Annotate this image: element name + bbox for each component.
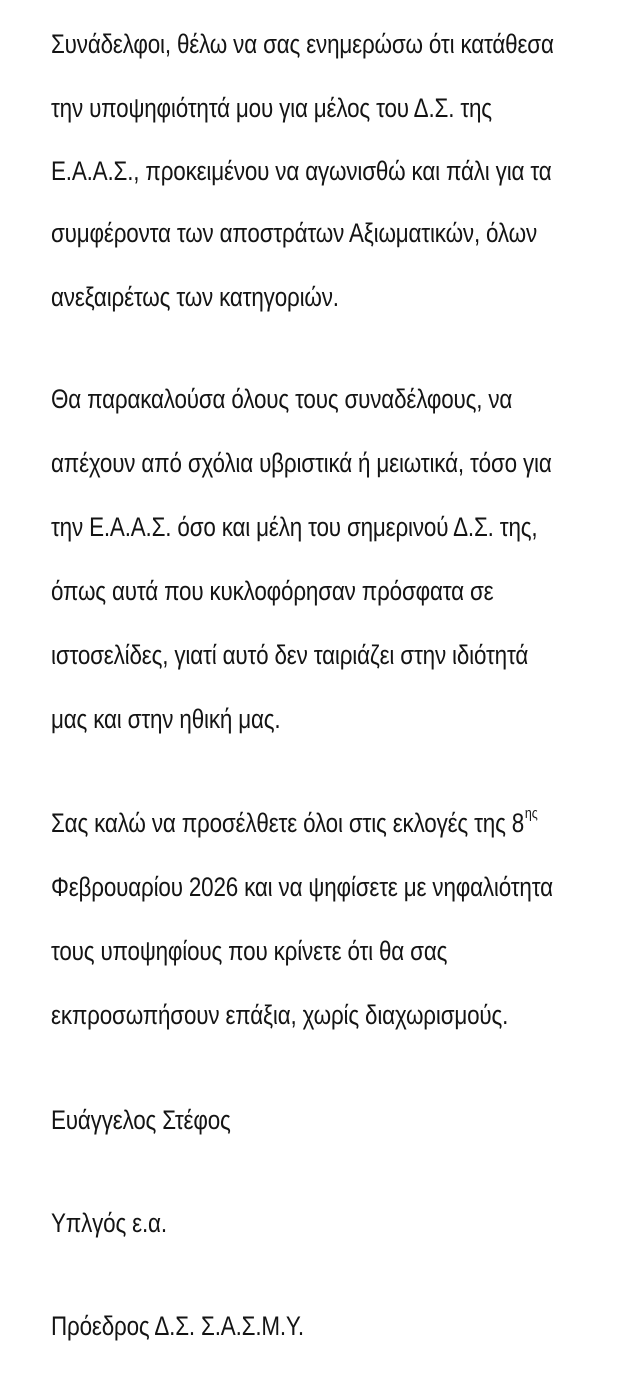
text-line (51, 806, 538, 840)
text-line: την υποψηφιότητά μου για μέλος του Δ.Σ. της (51, 93, 492, 123)
text-line: συμφέροντα των αποστράτων Αξιωματικών, όλων (51, 218, 538, 248)
text-segment: Σας καλώ να προσέλθετε όλοι στις εκλογές της 8 (51, 808, 525, 838)
text-line: Ε.Α.Α.Σ., προκειμένου να αγωνισθώ και πάλι για τα (51, 156, 552, 186)
ordinal-superscript: ης (524, 805, 538, 822)
text-line: μας και στην ηθική μας. (51, 704, 281, 734)
text-line: Θα παρακαλούσα όλους τους συναδέλφους, να (51, 384, 513, 414)
text-line: απέχουν από σχόλια υβριστικά ή μειωτικά, τόσο για (51, 448, 552, 478)
text-line: Συνάδελφοι, θέλω να σας ενημερώσω ότι κατάθεσα (51, 29, 554, 59)
signature-position: Πρόεδρος Δ.Σ. Σ.Α.Σ.Μ.Υ. (51, 1311, 304, 1341)
text-line: ανεξαιρέτως των κατηγοριών. (51, 282, 339, 312)
text-line: ιστοσελίδες, γιατί αυτό δεν ταιριάζει στην ιδιότητά (51, 640, 529, 670)
text-line: εκπροσωπήσουν επάξια, χωρίς διαχωρισμούς. (51, 1000, 509, 1030)
text-line: Φεβρουαρίου 2026 και να ψηφίσετε με νηφαλιότητα (51, 872, 553, 902)
text-line: όπως αυτά που κυκλοφόρησαν πρόσφατα σε (51, 576, 494, 606)
signature-rank: Υπλγός ε.α. (51, 1208, 167, 1238)
text-line: την Ε.Α.Α.Σ. όσο και μέλη του σημερινού Δ.Σ. της, (51, 512, 538, 542)
signature-name: Ευάγγελος Στέφος (51, 1105, 231, 1135)
text-line: τους υποψηφίους που κρίνετε ότι θα σας (51, 936, 448, 966)
